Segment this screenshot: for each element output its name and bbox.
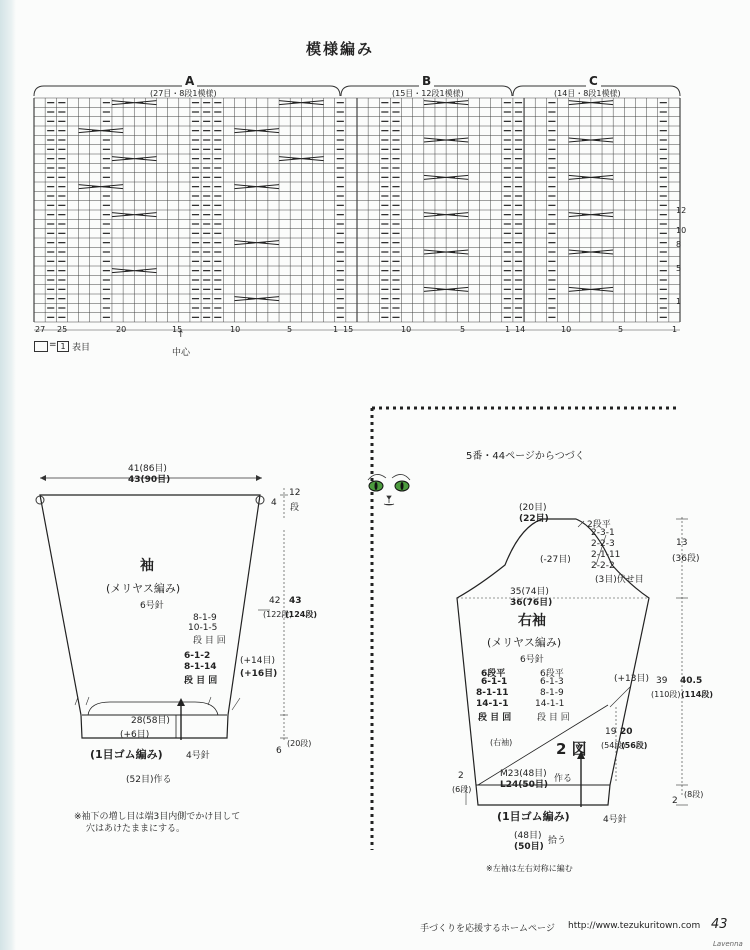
right-cuff-label: (1目ゴム編み) — [497, 810, 570, 823]
section-a-letter: A — [182, 74, 197, 88]
left-dec-a: 8-1-9 — [193, 613, 217, 623]
upper-width: 35(74目) — [510, 587, 549, 597]
left-a4: 14-1-1 — [476, 699, 509, 709]
cap-rows: (36段) — [672, 554, 700, 564]
col-number: 5 — [460, 325, 466, 334]
left-cuff-inc: (+6目) — [120, 730, 150, 740]
section-c-repeat: (14目・8段1模様) — [554, 89, 621, 98]
right-needle: 6号針 — [520, 655, 544, 665]
col-number: 10 — [561, 325, 572, 334]
col-number: 1 — [333, 325, 339, 334]
footer-url[interactable]: http://www.tezukuritown.com — [568, 921, 701, 931]
right-edge-rows: (8段) — [684, 790, 704, 799]
row-number: 10 — [676, 226, 687, 235]
upper-width-b: 36(76目) — [510, 598, 553, 608]
lower-a: 19 — [605, 727, 617, 737]
bottom-pick: 拾う — [548, 836, 567, 846]
left-note-1: ※袖下の増し目は端3目内側でかけ目して — [74, 812, 241, 822]
left-dec-c: 段 目 回 — [193, 636, 226, 646]
right-stitch: (メリヤス編み) — [487, 636, 562, 649]
legend-empty-square — [34, 341, 48, 352]
section-b-repeat: (15目・12段1模様) — [392, 89, 464, 98]
left-a2: 6-1-1 — [481, 677, 508, 687]
figure-label: 2 図 — [556, 740, 587, 758]
left-inc-count-b: (+16目) — [240, 669, 278, 679]
row-number: 12 — [676, 206, 687, 215]
body-height-a: 39 — [656, 676, 668, 686]
diagonal-label: (右袖) — [490, 738, 513, 747]
cap-dec-1: 2段平 — [587, 520, 611, 530]
col-number: 15 — [172, 325, 183, 334]
body-height-a-rows: (110段) — [651, 690, 681, 699]
right-title: 右袖 — [518, 613, 546, 629]
section-c-letter: C — [586, 74, 601, 88]
right-b5: 段 目 回 — [537, 713, 570, 723]
left-top-width: 41(86目) — [128, 464, 167, 474]
left-side-top-c: 段 — [290, 503, 300, 513]
section-a-repeat: (27目・8段1模様) — [150, 89, 217, 98]
cap-dec-5: 2-2-2 — [591, 561, 615, 571]
cap-top-b: (22目) — [519, 514, 549, 524]
left-height-b-rows: (124段) — [285, 610, 318, 619]
left-side-top-b: 12 — [289, 488, 301, 498]
chart-title: 模様編み — [306, 40, 375, 58]
col-number: 1 — [505, 325, 511, 334]
left-cuff-rows: (20段) — [287, 739, 312, 748]
section-b-letter: B — [419, 74, 434, 88]
cap-minus: (-27目) — [540, 555, 571, 565]
left-side-top: 4 — [271, 498, 277, 508]
left-cuff-width: 28(58目) — [131, 716, 170, 726]
knitting-chart — [0, 0, 750, 360]
left-cuff-label: (1目ゴム編み) — [90, 748, 163, 761]
left-cuff-height: 6 — [276, 746, 282, 756]
pickup-2: L24(50目) — [500, 780, 549, 790]
col-number: 20 — [116, 325, 127, 334]
bottom-width-b: (50目) — [514, 842, 544, 852]
up-arrow-icon: ↑ — [177, 330, 185, 340]
left-note-2: 穴はあけたままにする。 — [86, 824, 186, 834]
legend-equals: = — [49, 340, 57, 350]
left-inc-b: 8-1-14 — [184, 662, 217, 672]
col-number: 27 — [35, 325, 46, 334]
make-label: 作る — [554, 774, 573, 784]
col-number: 1 — [672, 325, 678, 334]
left-height-a-rows: (122段) — [263, 610, 293, 619]
left-inc-count: (+14目) — [240, 656, 276, 666]
right-b3: 8-1-9 — [540, 688, 564, 698]
left-inc-c: 段 目 回 — [184, 676, 218, 686]
row-number: 8 — [676, 240, 682, 249]
left-inc-a: 6-1-2 — [184, 651, 211, 661]
legend-text: 表目 — [72, 343, 91, 353]
left-a1: 6段平 — [481, 669, 506, 679]
right-cuff-needle: 4号針 — [603, 815, 627, 825]
center-label: 中心 — [172, 348, 191, 358]
left-title: 袖 — [140, 558, 154, 574]
left-needle: 6号針 — [140, 601, 164, 611]
lower-b-rows: (56段) — [621, 741, 648, 750]
cap-dec-3: 2-2-3 — [591, 539, 615, 549]
left-height-b: 43 — [289, 596, 302, 606]
cap-top: (20目) — [519, 503, 547, 513]
col-number: 25 — [57, 325, 68, 334]
col-number: 5 — [287, 325, 293, 334]
cap-dec-4: 2-1-11 — [591, 550, 621, 560]
corner-mark: Lavenna — [713, 940, 743, 948]
row-number: 1 — [676, 297, 682, 306]
right-note: ※左袖は左右対称に編む — [486, 864, 573, 873]
cap-height: 13 — [676, 538, 688, 548]
page-number: 43 — [711, 917, 728, 932]
body-height-b: 40.5 — [680, 676, 703, 686]
left-edge-rows: (6段) — [452, 785, 472, 794]
footer-text: 手づくりを応援するホームページ — [420, 924, 555, 934]
col-number: 14 — [515, 325, 526, 334]
cap-dec-6: (3目)伏せ目 — [595, 575, 644, 585]
body-height-b-rows: (114段) — [681, 690, 714, 699]
lower-a-rows: (54段) — [601, 741, 626, 750]
left-a3: 8-1-11 — [476, 688, 509, 698]
left-top-width-b: 43(90目) — [128, 475, 171, 485]
right-b1: 6段平 — [540, 669, 564, 679]
legend-knit-symbol: 1 — [57, 341, 69, 352]
left-edge: 2 — [458, 771, 464, 781]
right-b4: 14-1-1 — [535, 699, 565, 709]
right-inc-count: (+13目) — [614, 674, 650, 684]
right-b2: 6-1-3 — [540, 677, 564, 687]
bottom-width: (48目) — [514, 831, 542, 841]
right-edge: 2 — [672, 796, 678, 806]
left-cast-on: (52目)作る — [126, 775, 172, 785]
lower-b: 20 — [620, 727, 633, 737]
cap-dec-2: 2-3-1 — [591, 528, 615, 538]
left-height-a: 42 — [269, 596, 281, 606]
col-number: 10 — [230, 325, 241, 334]
left-stitch: (メリヤス編み) — [106, 582, 181, 595]
pickup-1: M23(48目) — [500, 769, 547, 779]
col-number: 15 — [343, 325, 354, 334]
left-cuff-needle: 4号針 — [186, 751, 210, 761]
cat-face-illustration — [360, 468, 418, 508]
left-dec-b: 10-1-5 — [188, 623, 218, 633]
left-a5: 段 目 回 — [478, 713, 512, 723]
continue-note: 5番・44ページからつづく — [466, 451, 585, 462]
col-number: 10 — [401, 325, 412, 334]
row-number: 5 — [676, 264, 682, 273]
col-number: 5 — [618, 325, 624, 334]
